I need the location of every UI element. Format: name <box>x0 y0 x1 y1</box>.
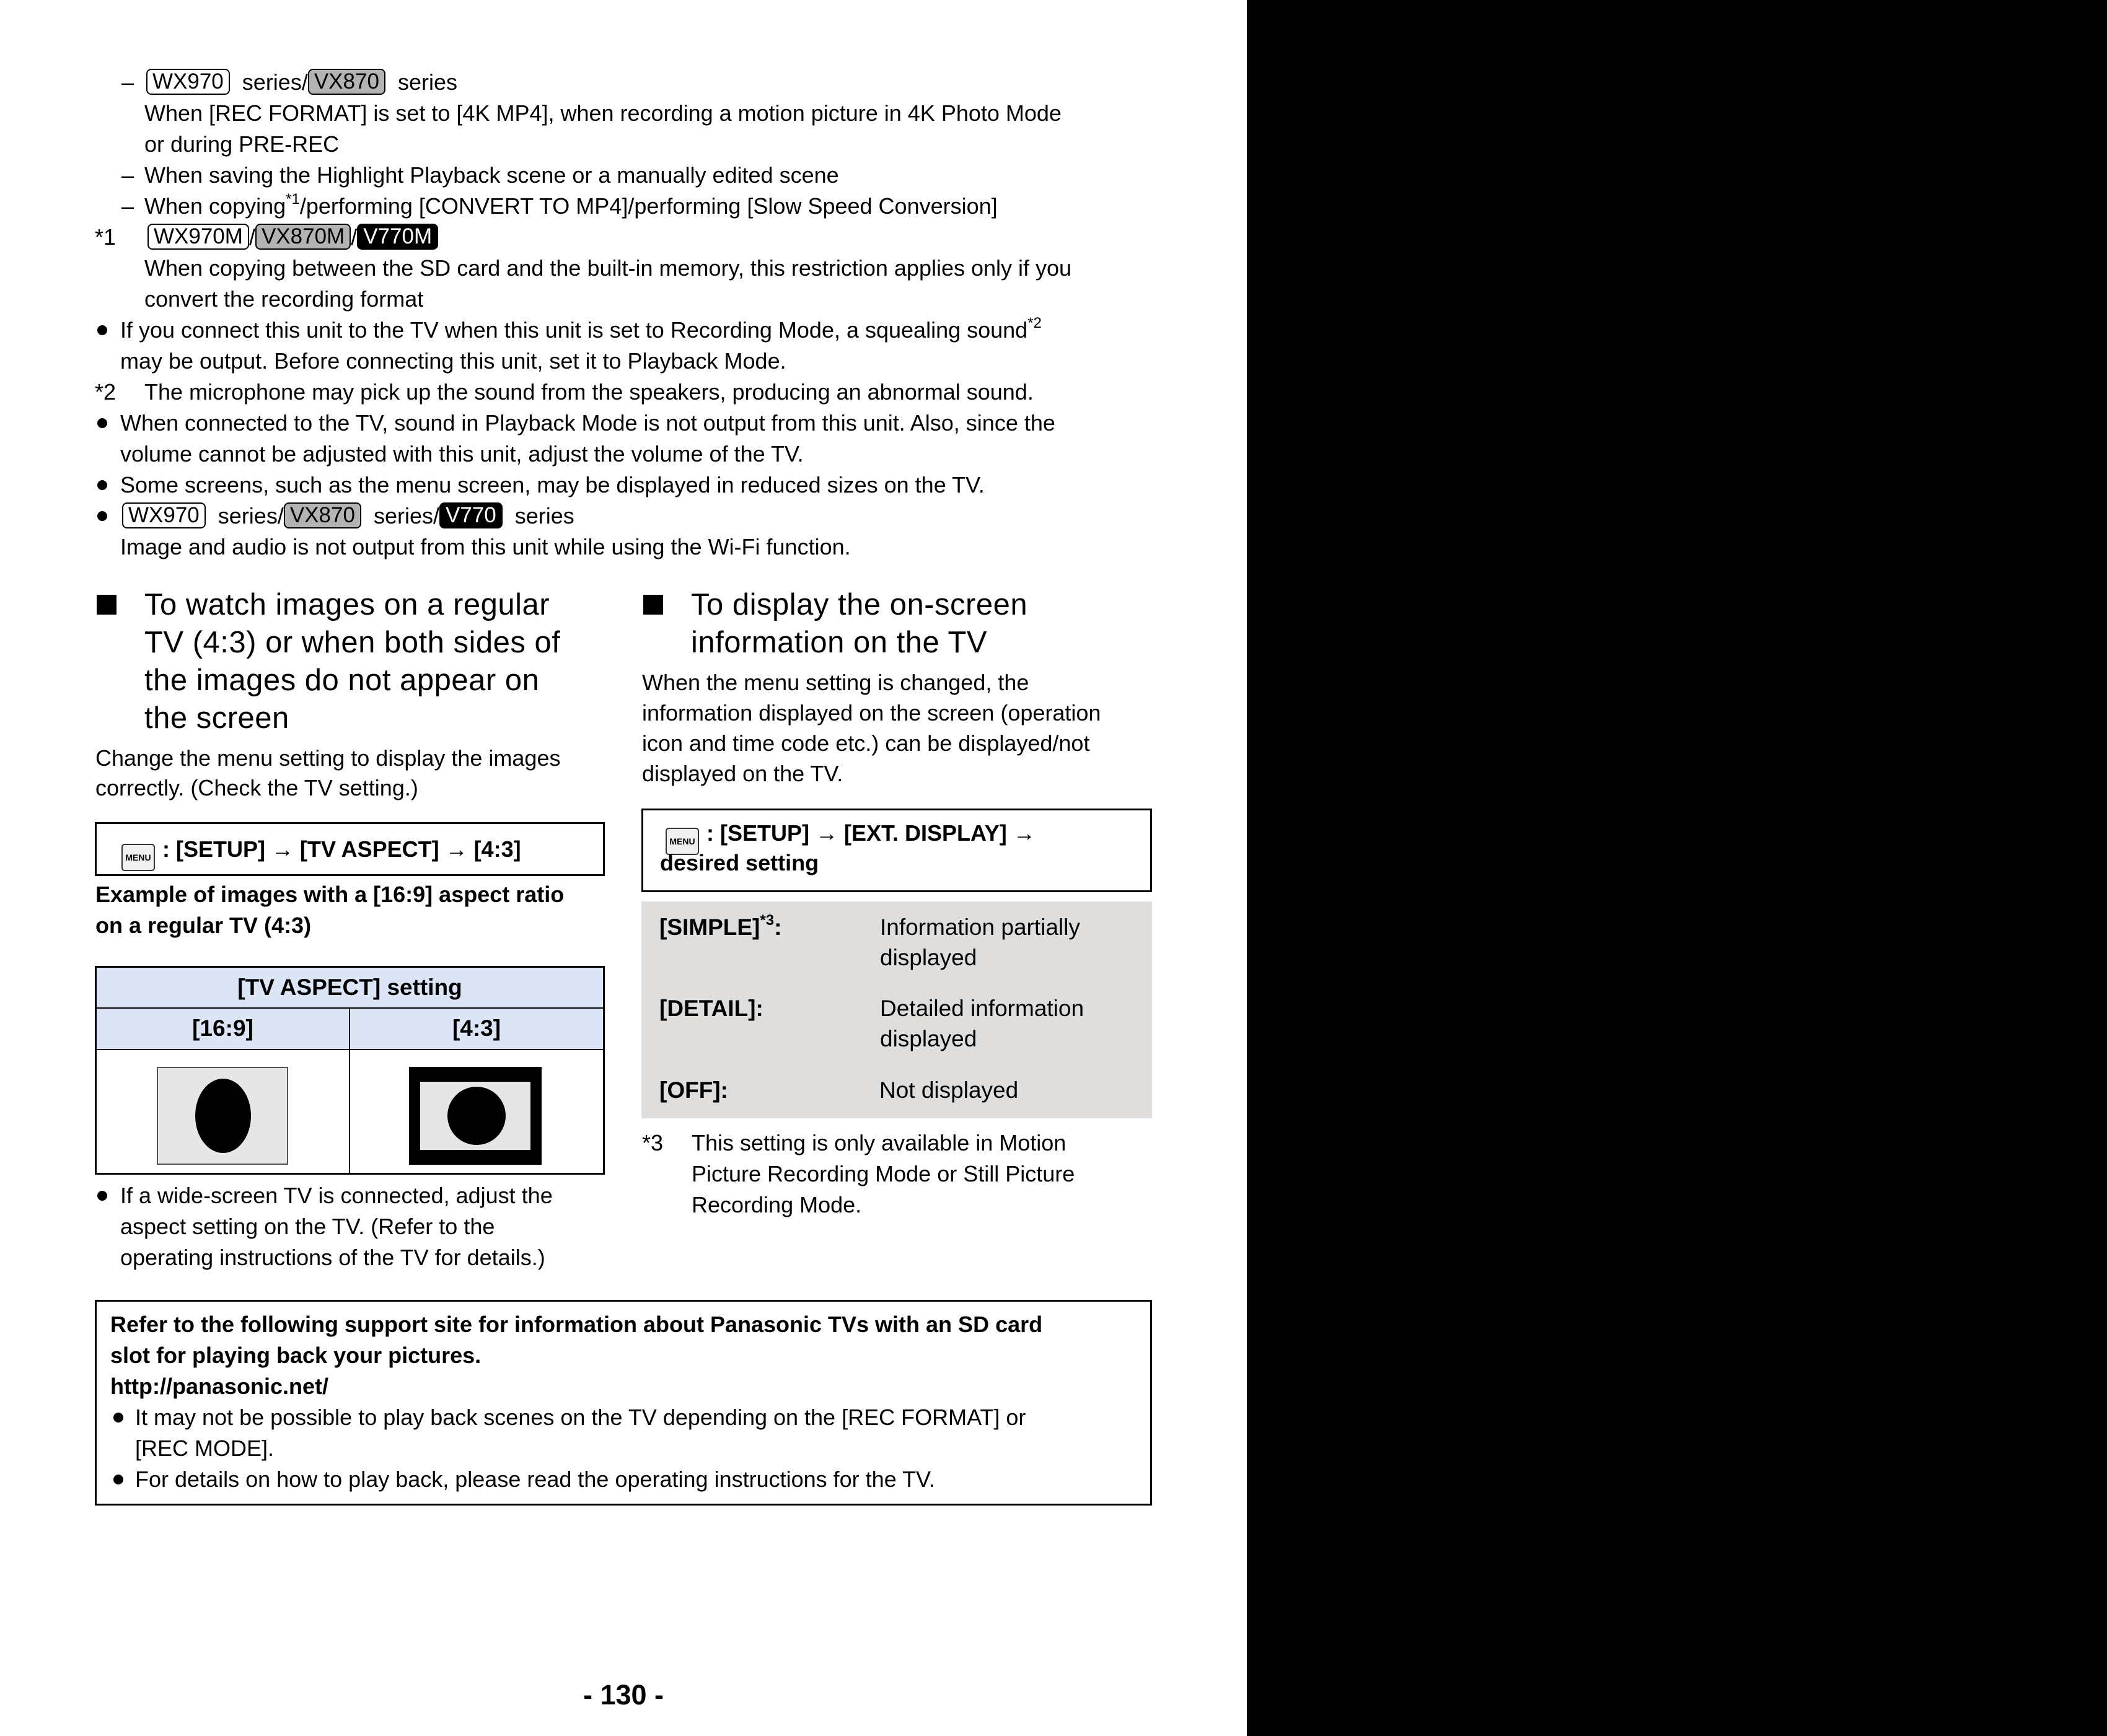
bullet-text: Some screens, such as the menu screen, may be displayed in reduced sizes on the TV. <box>120 472 985 498</box>
bullet-text: operating instructions of the TV for details.) <box>120 1245 545 1270</box>
setting-desc: displayed <box>880 945 977 970</box>
menu-path-box <box>641 809 1152 892</box>
menu-path-text: : [SETUP] → [TV ASPECT] → [4:3] <box>162 836 521 862</box>
page-number: - 130 - <box>583 1679 664 1711</box>
ellipse-icon <box>195 1079 251 1153</box>
body-text: Change the menu setting to display the images <box>95 745 561 771</box>
text-series: series <box>397 69 457 95</box>
bullet-dot <box>97 480 107 490</box>
section-heading-line: the screen <box>144 701 289 735</box>
footnote-text: When copying between the SD card and the built-in memory, this restriction applies only if you <box>144 255 1072 281</box>
dash-marker: – <box>121 193 134 219</box>
footnote-text: The microphone may pick up the sound from the speakers, producing an abnormal sound. <box>144 379 1034 405</box>
text-sep: series/ <box>242 69 308 95</box>
setting-key <box>659 912 781 942</box>
circle-icon <box>447 1087 506 1145</box>
table-header: [TV ASPECT] setting <box>97 968 603 1009</box>
section-square-icon <box>643 595 663 615</box>
text-slash: / <box>351 224 358 250</box>
setting-desc: Information partially <box>880 914 1080 940</box>
example-title: Example of images with a [16:9] aspect ratio <box>95 882 565 907</box>
support-text: slot for playing back your pictures. <box>110 1343 482 1368</box>
table-col-header: [4:3] <box>350 1009 603 1050</box>
section-heading-line: the images do not appear on <box>144 664 540 697</box>
bullet-dot <box>97 418 107 428</box>
model-badge: VX870 <box>308 69 385 95</box>
text: If you connect this unit to the TV when this unit is set to Recording Mode, a squealing sound <box>120 317 1028 343</box>
bullet-text: For details on how to play back, please read the operating instructions for the TV. <box>135 1466 935 1492</box>
bullet-text: aspect setting on the TV. (Refer to the <box>120 1214 495 1239</box>
setting-desc: displayed <box>880 1026 977 1051</box>
footnote-text: Picture Recording Mode or Still Picture <box>692 1161 1075 1186</box>
bullet-text: [REC MODE]. <box>135 1436 275 1461</box>
section-square-icon <box>97 595 117 615</box>
bullet-text <box>120 315 1042 346</box>
menu-path-box <box>95 822 605 876</box>
footnote-text: Recording Mode. <box>692 1192 862 1217</box>
table-col-header: [16:9] <box>97 1009 350 1050</box>
footnote-mark: *1 <box>95 224 117 250</box>
model-badges <box>147 222 438 253</box>
menu-path-text: desired setting <box>660 850 819 875</box>
setting-key: [OFF]: <box>659 1077 728 1103</box>
section-heading-line: information on the TV <box>691 626 988 659</box>
support-box <box>95 1300 1152 1506</box>
text-slash: / <box>249 224 255 250</box>
text: /performing [CONVERT TO MP4]/performing [Slow Speed Conversion] <box>299 193 998 219</box>
text: When copying <box>144 193 286 219</box>
body-text: information displayed on the screen (operation <box>642 700 1101 726</box>
bullet-text: It may not be possible to play back scenes on the TV depending on the [REC FORMAT] or <box>135 1405 1026 1430</box>
text: [SIMPLE] <box>659 914 760 940</box>
table-divider <box>349 1050 350 1173</box>
text-sep: series/ <box>218 503 284 528</box>
menu-icon: MENU <box>666 828 699 855</box>
text-sep: series/ <box>373 503 439 528</box>
body-text: icon and time code etc.) can be displayed/not <box>642 730 1090 756</box>
text-series: series <box>514 503 574 528</box>
bullet-dot <box>97 511 107 521</box>
model-series-line <box>122 501 574 532</box>
section-heading-line: TV (4:3) or when both sides of <box>144 626 561 659</box>
bullet-dot <box>113 1413 123 1423</box>
menu-icon: MENU <box>121 844 155 871</box>
bullet-text: Image and audio is not output from this unit while using the Wi-Fi function. <box>120 534 851 559</box>
setting-key: [DETAIL]: <box>659 996 763 1021</box>
section-heading-line: To display the on-screen <box>691 588 1028 621</box>
bullet-text: If a wide-screen TV is connected, adjust the <box>120 1183 553 1208</box>
setting-desc: Detailed information <box>880 996 1084 1021</box>
bullet-text: may be output. Before connecting this unit, set it to Playback Mode. <box>120 348 786 374</box>
model-series-line <box>146 67 457 98</box>
support-url-link[interactable]: http://panasonic.net/ <box>110 1374 329 1399</box>
menu-path <box>121 834 521 871</box>
footnote-text: This setting is only available in Motion <box>692 1130 1067 1155</box>
bullet-dot <box>97 325 107 335</box>
body-text: displayed on the TV. <box>642 761 843 786</box>
menu-path-text: : [SETUP] → [EXT. DISPLAY] → <box>706 820 1036 846</box>
model-badge: VX870M <box>255 224 351 250</box>
body-text: correctly. (Check the TV setting.) <box>95 775 418 800</box>
text: : <box>774 914 782 940</box>
tv-screen-4-3-illustration <box>409 1067 542 1165</box>
superscript: *1 <box>286 191 300 208</box>
superscript: *3 <box>760 912 775 929</box>
example-title: on a regular TV (4:3) <box>95 913 312 938</box>
tv-screen-16-9-illustration <box>157 1067 288 1165</box>
model-badge: WX970M <box>147 224 249 250</box>
model-badge: VX870 <box>284 502 361 528</box>
support-text: Refer to the following support site for information about Panasonic TVs with an SD card <box>110 1312 1043 1337</box>
footnote-mark: *3 <box>642 1130 664 1155</box>
list-text <box>144 191 998 222</box>
setting-desc: Not displayed <box>879 1077 1019 1103</box>
footnote-text: convert the recording format <box>144 286 424 312</box>
bullet-dot <box>113 1475 123 1484</box>
model-badge: V770M <box>357 224 438 250</box>
section-heading-line: To watch images on a regular <box>144 588 550 621</box>
footnote-mark: *2 <box>95 379 117 405</box>
dash-marker: – <box>121 162 134 188</box>
bullet-dot <box>97 1191 107 1201</box>
bullet-text: volume cannot be adjusted with this unit, adjust the volume of the TV. <box>120 441 804 467</box>
aspect-table <box>95 966 605 1175</box>
superscript: *2 <box>1027 315 1042 331</box>
settings-table <box>641 901 1152 1118</box>
model-badge: V770 <box>439 502 503 528</box>
dash-marker: – <box>121 69 134 95</box>
list-text: When [REC FORMAT] is set to [4K MP4], when recording a motion picture in 4K Photo Mode <box>144 100 1062 126</box>
model-badge: WX970 <box>122 502 206 528</box>
body-text: When the menu setting is changed, the <box>642 670 1029 695</box>
list-text: or during PRE-REC <box>144 131 340 157</box>
bullet-text: When connected to the TV, sound in Playback Mode is not output from this unit. Also, since the <box>120 410 1055 436</box>
model-badge: WX970 <box>146 69 230 95</box>
list-text: When saving the Highlight Playback scene or a manually edited scene <box>144 162 839 188</box>
letterbox-area <box>420 1082 530 1150</box>
